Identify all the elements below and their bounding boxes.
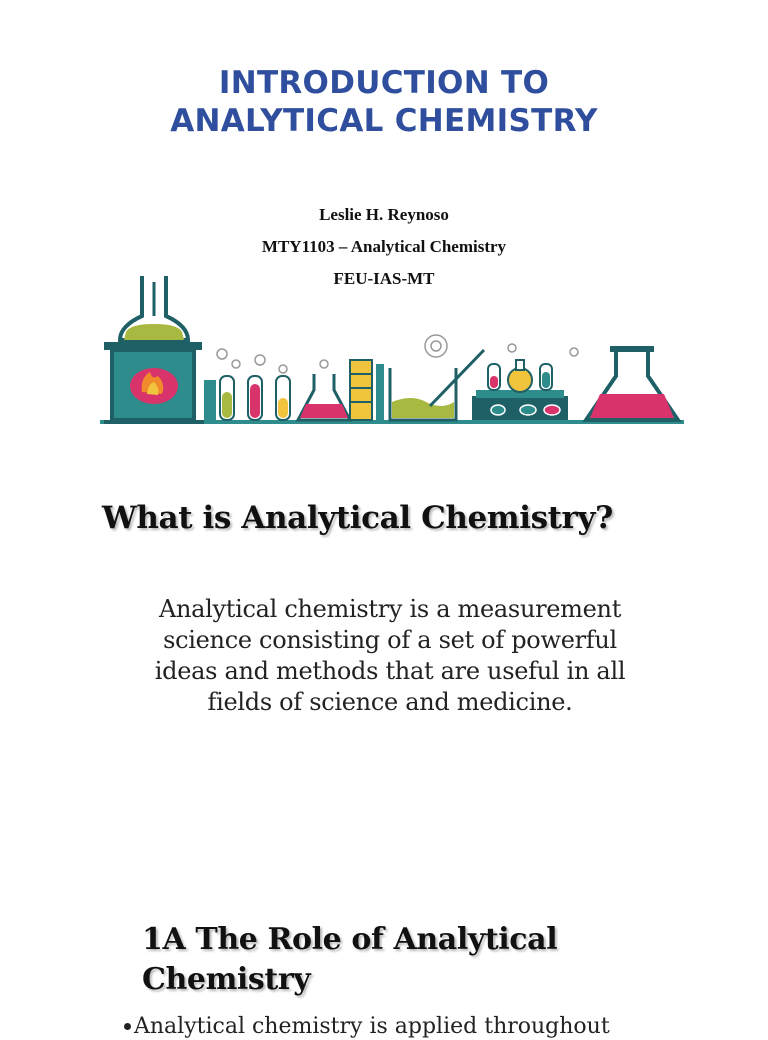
- slide-heading: [142, 920, 557, 1000]
- heading-line-1: 1A The Role of Analytical: [142, 922, 558, 957]
- title-line-1: INTRODUCTION TO: [218, 65, 550, 101]
- bullet-marker: [124, 1023, 131, 1030]
- chemistry-lab-illustration: [100, 272, 684, 432]
- heading-line-2: Chemistry: [142, 962, 311, 997]
- slide-what-is: [0, 470, 768, 890]
- title-line-2: ANALYTICAL CHEMISTRY: [170, 103, 598, 139]
- presentation-title: [0, 64, 768, 140]
- course-name: MTY1103 – Analytical Chemistry: [261, 237, 507, 256]
- institution-name: FEU-IAS-MT: [333, 269, 435, 288]
- slide-title: [0, 0, 768, 470]
- slide-role: [0, 890, 768, 1039]
- author-name: Leslie H. Reynoso: [319, 205, 449, 224]
- definition-text: Analytical chemistry is a measurement science consisting of a set of powerful ideas and methods that are useful in all fields of science and medicine.: [154, 595, 626, 716]
- slide-heading: What is Analytical Chemistry?: [102, 500, 613, 536]
- bullet-text: Analytical chemistry is applied throughout: [134, 1014, 610, 1039]
